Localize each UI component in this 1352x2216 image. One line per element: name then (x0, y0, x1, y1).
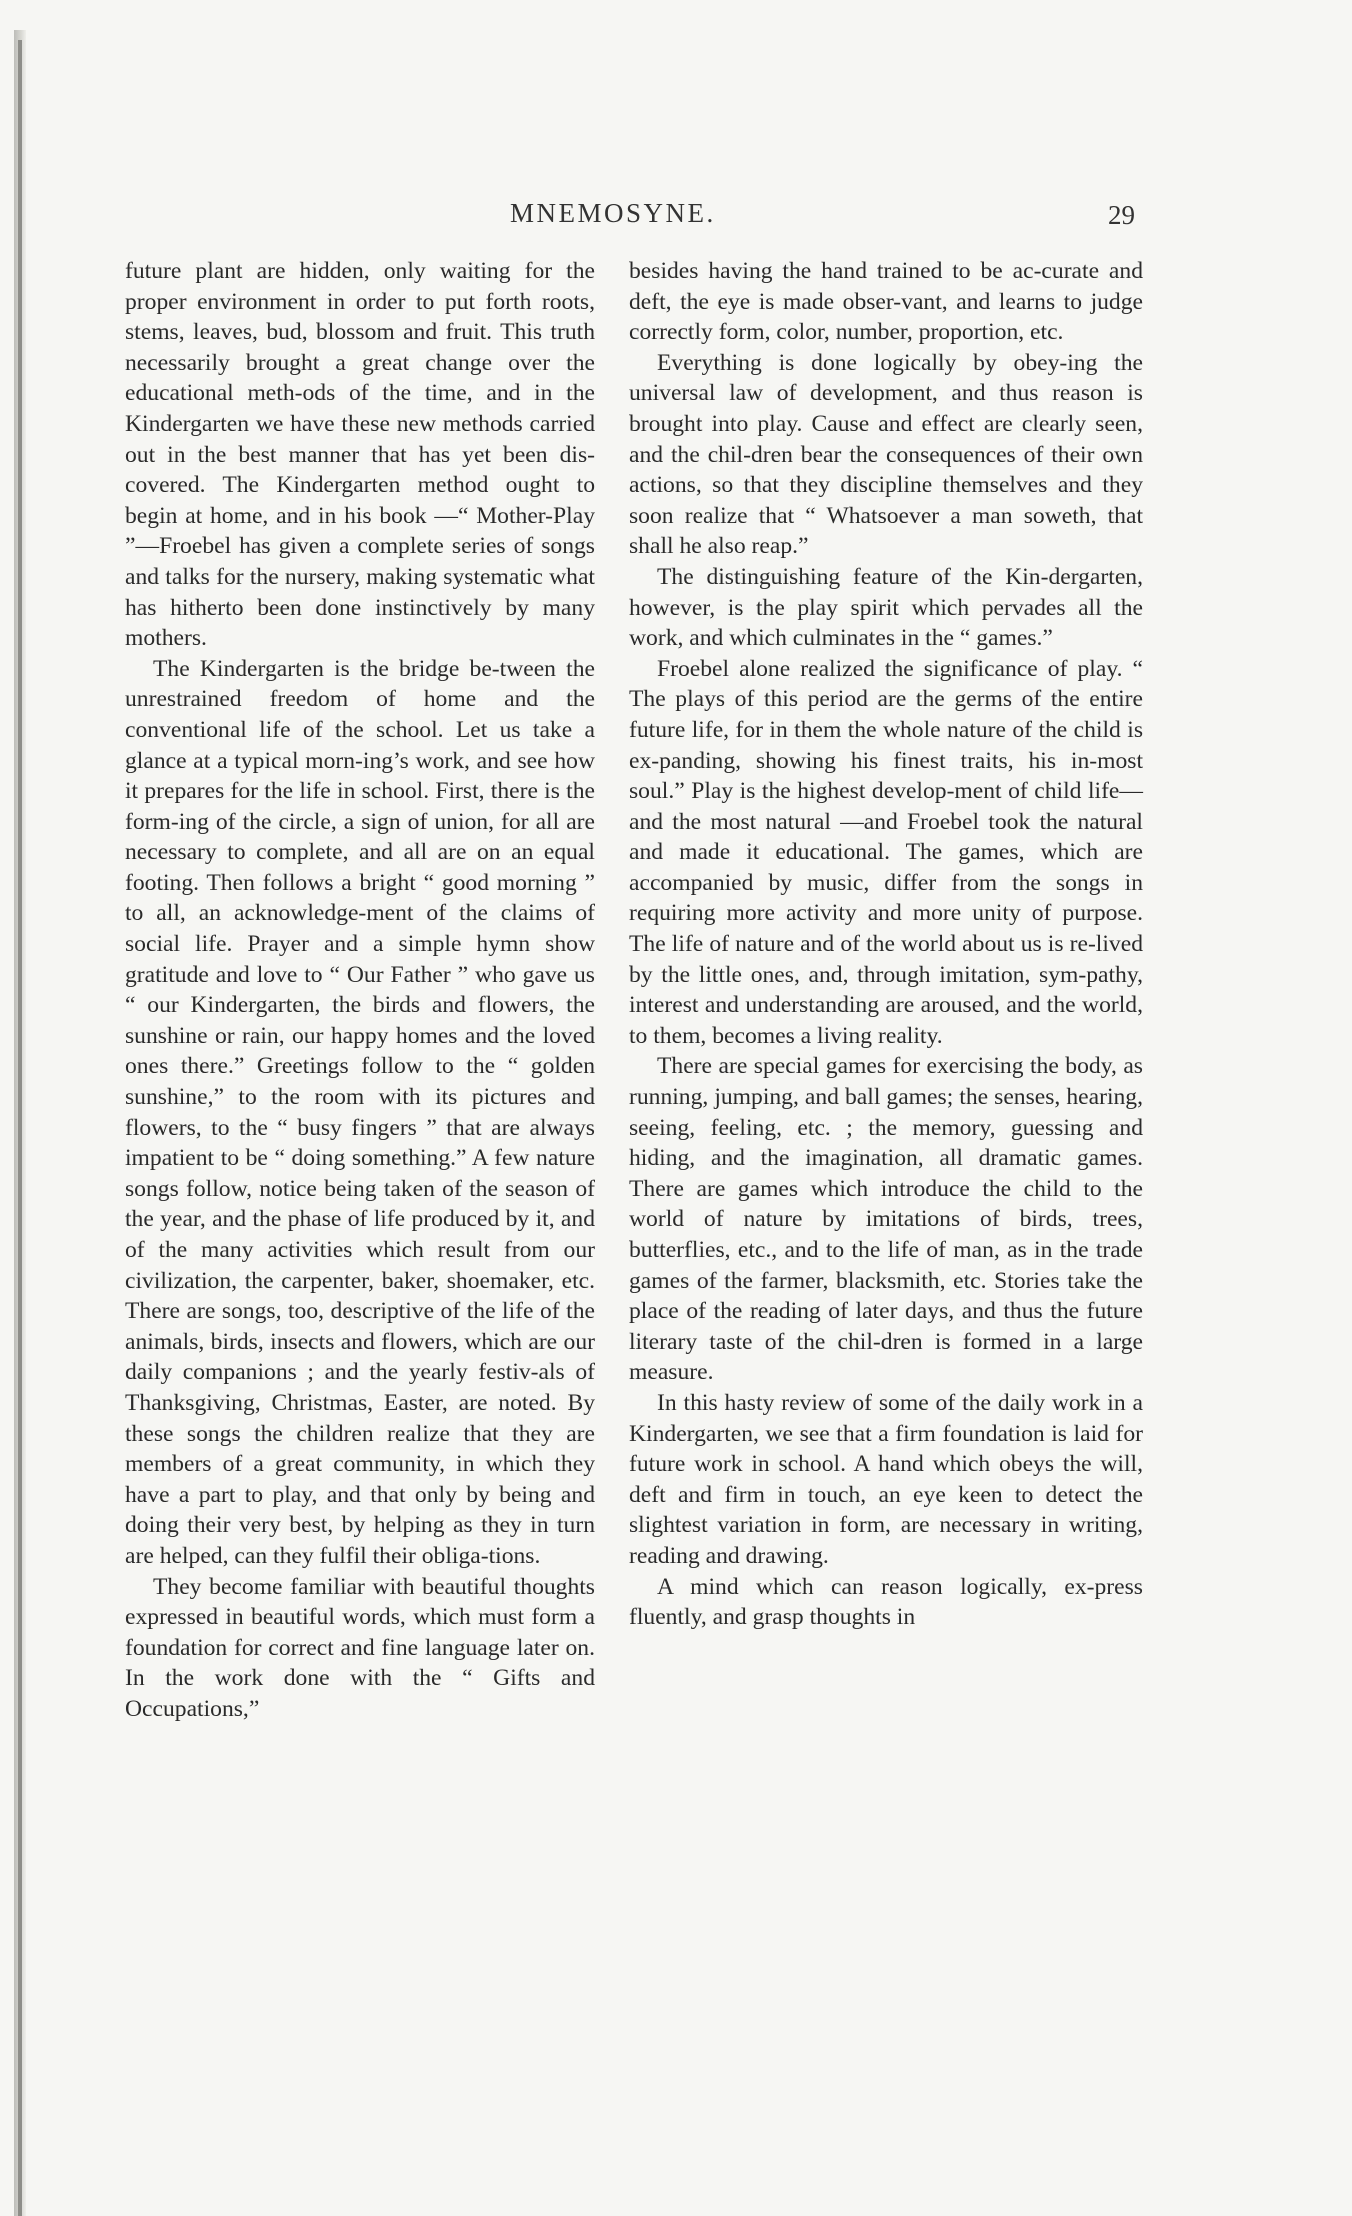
paragraph: besides having the hand trained to be ac-curate and deft, the eye is made obser-vant, and learns to judge correctly form, color, number, proportion, etc. (629, 258, 1143, 346)
paragraph: There are special games for exercising the body, as running, jumping, and ball games; the senses, hearing, seeing, feeling, etc. ; the memory, guessing and hiding, and the imagination, all dramatic games. There are games which introduce the child to the world of nature by imitations of birds, trees, butterflies, etc., and to the life of man, as in the trade games of the farmer, blacksmith, etc. Stories take the place of the reading of later days, and thus the future literary taste of the chil-dren is formed in a large measure. (629, 1053, 1143, 1386)
book-spine-edge (18, 40, 22, 2216)
running-header (0, 198, 1352, 238)
paragraph: Everything is done logically by obey-ing the universal law of development, and thus reason is brought into play. Cause and effect are clearly seen, and the chil-dren bear the consequences of their own actions, so that they discipline themselves and they soon realize that “ Whatsoever a man soweth, that shall he also reap.” (629, 349, 1143, 560)
paragraph: The distinguishing feature of the Kin-dergarten, however, is the play spirit which pervades all the work, and which culminates in the “ games.” (629, 563, 1143, 652)
right-column (629, 256, 1143, 1633)
paragraph: In this hasty review of some of the daily work in a Kindergarten, we see that a firm foundation is laid for future work in school. A hand which obeys the will, deft and firm in touch, an eye keen to detect the slightest variation in form, are necessary in writing, reading and drawing. (629, 1389, 1143, 1569)
paragraph: future plant are hidden, only waiting for the proper environment in order to put forth roots, stems, leaves, bud, blossom and fruit. This truth necessarily brought a great change over the educational meth-ods of the time, and in the Kindergarten we have these new methods carried out in the best manner that has yet been dis-covered. The Kindergarten method ought to begin at home, and in his book —“ Mother-Play ”—Froebel has given a complete series of songs and talks for the nursery, making systematic what has hitherto been done instinctively by many mothers. (125, 258, 595, 652)
paragraph: Froebel alone realized the significance of play. “ The plays of this period are the germs of the entire future life, for in them the whole nature of the child is ex-panding, showing his finest traits, his in-most soul.” Play is the highest develop-ment of child life—and the most natural —and Froebel took the natural and made it educational. The games, which are accompanied by music, differ from the songs in requiring more activity and more unity of purpose. The life of nature and of the world about us is re-lived by the little ones, and, through imitation, sym-pathy, interest and understanding are aroused, and the world, to them, becomes a living reality. (629, 655, 1143, 1049)
page-number: 29 (1108, 200, 1135, 230)
paragraph: They become familiar with beautiful thoughts expressed in beautiful words, which must form a foundation for correct and fine language later on. In the work done with the “ Gifts and Occupations,” (125, 1573, 595, 1722)
running-title: MNEMOSYNE. (510, 198, 716, 228)
paragraph: A mind which can reason logically, ex-press fluently, and grasp thoughts in (629, 1573, 1143, 1631)
left-column (125, 256, 595, 1725)
paragraph: The Kindergarten is the bridge be-tween the unrestrained freedom of home and the conventional life of the school. Let us take a glance at a typical morn-ing’s work, and see how it prepares for the life in school. First, there is the form-ing of the circle, a sign of union, for all are necessary to complete, and all are on an equal footing. Then follows a bright “ good morning ” to all, an acknowledge-ment of the claims of social life. Prayer and a simple hymn show gratitude and love to “ Our Father ” who gave us “ our Kindergarten, the birds and flowers, the sunshine or rain, our happy homes and the loved ones there.” Greetings follow to the “ golden sunshine,” to the room with its pictures and flowers, to the “ busy fingers ” that are always impatient to be “ doing something.” A few nature songs follow, notice being taken of the season of the year, and the phase of life produced by it, and of the many activities which result from our civilization, the carpenter, baker, shoemaker, etc. There are songs, too, descriptive of the life of the animals, birds, insects and flowers, which are our daily companions ; and the yearly festiv-als of Thanksgiving, Christmas, Easter, are noted. By these songs the children realize that they are members of a great community, in which they have a part to play, and that only by being and doing their very best, by helping as they in turn are helped, can they fulfil their obliga-tions. (125, 655, 595, 1569)
